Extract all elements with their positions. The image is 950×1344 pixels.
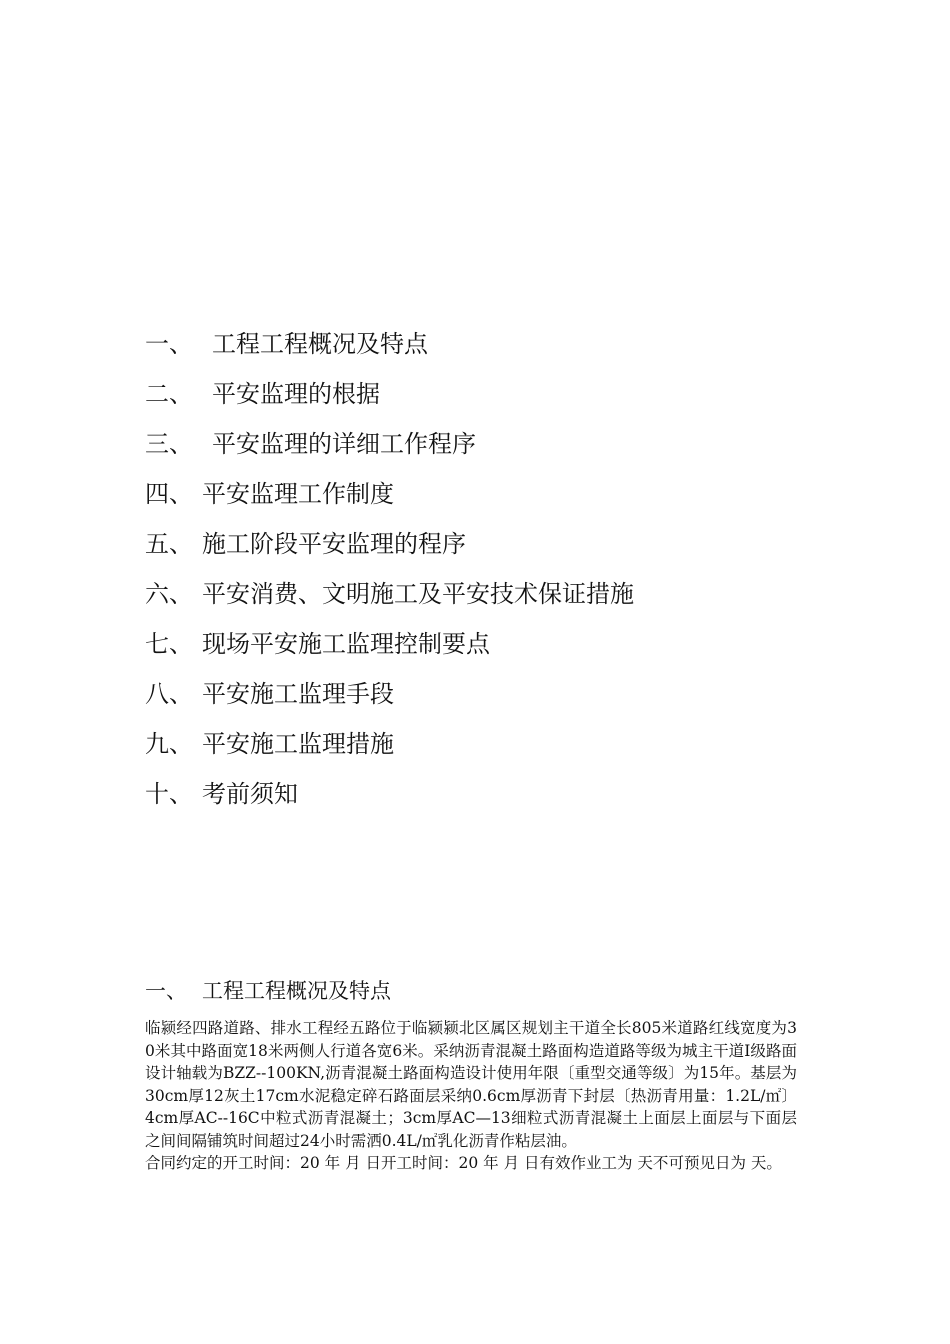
toc-item-number: 九、: [145, 730, 193, 758]
toc-item-title: 工程工程概况及特点: [212, 330, 428, 358]
body-paragraph: 临颍经四路道路、排水工程经五路位于临颍颍北区属区规划主干道全长805米道路红线宽度为30米其中路面宽18米两侧人行道各宽6米。采纳沥青混凝土路面构造道路等级为城主干道Ⅰ级路面设计轴载为BZZ--100KN,沥青混凝土路面构造设计使用年限〔重型交通等级〕为15年。基层为30cm厚12灰土17cm水泥稳定碎石路面层采纳0.6cm厚沥青下封层〔热沥青用量：1.2L/㎡〕4cm厚AC--16C中粒式沥青混凝土；3cm厚AC—13细粒式沥青混凝土上面层上面层与下面层之间间隔铺筑时间超过24小时需洒0.4L/㎡乳化沥青作粘层油。: [145, 1019, 797, 1150]
toc-item-number: 十、: [145, 780, 193, 808]
toc-item-number: 二、: [145, 380, 193, 408]
toc-item: [145, 672, 845, 722]
toc-item: [145, 572, 845, 622]
toc-item-number: 三、: [145, 430, 193, 458]
toc-item-number: 五、: [145, 530, 193, 558]
toc-item: [145, 372, 845, 422]
toc-item: [145, 522, 845, 572]
toc-item-title: 平安监理的详细工作程序: [212, 430, 476, 458]
toc-item: [145, 622, 845, 672]
toc-item-title: 平安监理工作制度: [202, 480, 394, 508]
toc-item-number: 八、: [145, 680, 193, 708]
section-body: [145, 1017, 797, 1175]
table-of-contents: [145, 322, 845, 822]
toc-item-title: 现场平安施工监理控制要点: [202, 630, 490, 658]
toc-item-title: 平安施工监理措施: [202, 730, 394, 758]
toc-item-number: 四、: [145, 480, 193, 508]
toc-item-number: 六、: [145, 580, 193, 608]
toc-item-title: 平安监理的根据: [212, 380, 380, 408]
toc-item: [145, 722, 845, 772]
section-number: 一、: [145, 979, 187, 1003]
section-heading: [145, 975, 391, 1007]
toc-item-number: 一、: [145, 330, 193, 358]
section-title: 工程工程概况及特点: [202, 979, 391, 1003]
toc-item-title: 考前须知: [202, 780, 298, 808]
toc-item-number: 七、: [145, 630, 193, 658]
toc-item: [145, 472, 845, 522]
toc-item: [145, 422, 845, 472]
toc-item: [145, 322, 845, 372]
body-paragraph: 合同约定的开工时间：20 年 月 日开工时间：20 年 月 日有效作业工为 天不可预见日为 天。: [145, 1154, 782, 1172]
toc-item-title: 施工阶段平安监理的程序: [202, 530, 466, 558]
toc-item-title: 平安施工监理手段: [202, 680, 394, 708]
toc-item-title: 平安消费、文明施工及平安技术保证措施: [202, 580, 634, 608]
toc-item: [145, 772, 845, 822]
